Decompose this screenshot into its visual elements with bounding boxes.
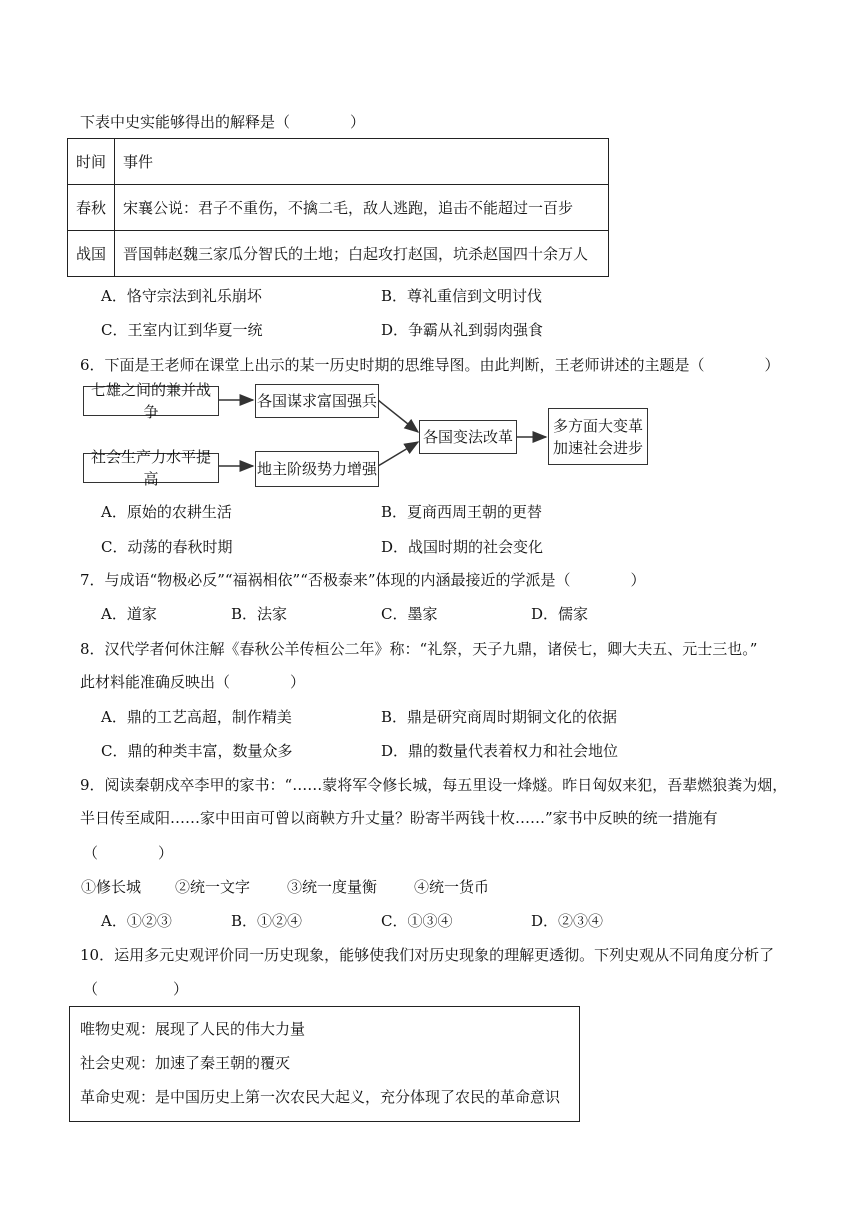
q5-option-c[interactable]: C．王室内讧到华夏一统 [101,321,263,339]
q5-option-b[interactable]: B．尊礼重信到文明讨伐 [381,287,543,305]
box-label: 各国谋求富国强兵 [256,392,377,410]
q8-option-d[interactable]: D．鼎的数量代表着权力和社会地位 [381,742,619,760]
mind-map-box-productivity [83,448,219,488]
q9-item-1: ①修长城 [81,878,142,896]
mind-map-box-reforms [419,420,517,454]
q5-option-d[interactable]: D．争霸从礼到弱肉强食 [381,321,544,339]
mind-map-box-strength [255,384,379,418]
table-cell-event: 宋襄公说：君子不重伤，不擒二毛，敌人逃跑，追击不能超过一百步 [115,185,609,231]
box-label-line1: 多方面大变革 [552,416,643,435]
box-label: 地主阶级势力增强 [256,460,377,478]
q6-option-d[interactable]: D．战国时期的社会变化 [381,538,544,556]
box-label: 各国变法改革 [422,428,513,446]
q8-option-b[interactable]: B．鼎是研究商周时期铜文化的依据 [381,708,618,726]
q9-item-4: ④统一货币 [414,878,490,896]
arrow-3 [378,400,418,432]
q8-option-a[interactable]: A．鼎的工艺高超，制作精美 [101,708,292,726]
historical-views-box [69,1006,580,1122]
q9-option-c[interactable]: C．①③④ [381,912,453,930]
q7-option-a[interactable]: A．道家 [101,605,157,623]
q10-stem-line2: （ ） [83,980,189,998]
table-header-time: 时间 [68,139,115,185]
box-label: 社会生产力水平提高 [90,448,211,488]
mind-map-box-wars [83,381,219,421]
view-social: 社会史观：加速了秦王朝的覆灭 [80,1054,291,1072]
table-header-event: 事件 [115,139,609,185]
q7-stem: 7．与成语“物极必反”“福祸相依”“否极泰来”体现的内涵最接近的学派是（ ） [80,571,646,589]
q8-stem-line2: 此材料能准确反映出（ ） [80,673,306,691]
q6-option-b[interactable]: B．夏商西周王朝的更替 [381,503,543,521]
q9-option-a[interactable]: A．①②③ [101,912,172,930]
table-cell-event: 晋国韩赵魏三家瓜分智氏的土地；白起攻打赵国，坑杀赵国四十余万人 [115,231,609,277]
q7-option-d[interactable]: D．儒家 [531,605,589,623]
table-cell-period: 战国 [68,231,115,277]
view-materialist: 唯物史观：展现了人民的伟大力量 [80,1020,306,1038]
q10-stem-line1: 10．运用多元史观评价同一历史现象，能够使我们对历史现象的理解更透彻。下列史观从不同角度分析了 [80,946,775,964]
q8-stem-line1: 8．汉代学者何休注解《春秋公羊传桓公二年》称：“礼祭，天子九鼎，诸侯七，卿大夫五、元士三也。” [80,640,758,658]
view-revolutionary: 革命史观：是中国历史上第一次农民大起义，充分体现了农民的革命意识 [80,1088,561,1106]
q6-option-a[interactable]: A．原始的农耕生活 [101,503,232,521]
q8-option-c[interactable]: C．鼎的种类丰富，数量众多 [101,742,293,760]
q7-option-c[interactable]: C．墨家 [381,605,438,623]
q9-item-3: ③统一度量衡 [287,878,378,896]
mind-map-box-result [548,408,648,465]
q9-option-b[interactable]: B．①②④ [231,912,303,930]
q9-stem-line3: （ ） [83,844,174,862]
q5-option-a[interactable]: A．恪守宗法到礼乐崩坏 [101,287,262,305]
q9-stem-line1: 9．阅读秦朝戍卒李甲的家书：“……蒙将军令修长城，每五里设一烽燧。昨日匈奴来犯，吾辈燃狼粪为烟， [80,776,788,794]
mind-map-box-landlords [255,451,379,487]
box-label: 七雄之间的兼并战争 [90,381,211,421]
table-cell-period: 春秋 [68,185,115,231]
q6-stem: 6．下面是王老师在课堂上出示的某一历史时期的思维导图。由此判断，王老师讲述的主题是（ ） [80,356,780,374]
q5-stem: 下表中史实能够得出的解释是（ ） [80,113,366,131]
box-label-line2: 加速社会进步 [552,438,643,457]
q6-option-c[interactable]: C．动荡的春秋时期 [101,538,233,556]
q7-option-b[interactable]: B．法家 [231,605,288,623]
q9-item-2: ②统一文字 [175,878,251,896]
q9-stem-line2: 半日传至咸阳……家中田亩可曾以商鞅方升丈量？盼寄半两钱十枚……”家书中反映的统一措施有 [80,809,718,827]
q9-option-d[interactable]: D．②③④ [531,912,604,930]
arrow-4 [378,442,418,466]
